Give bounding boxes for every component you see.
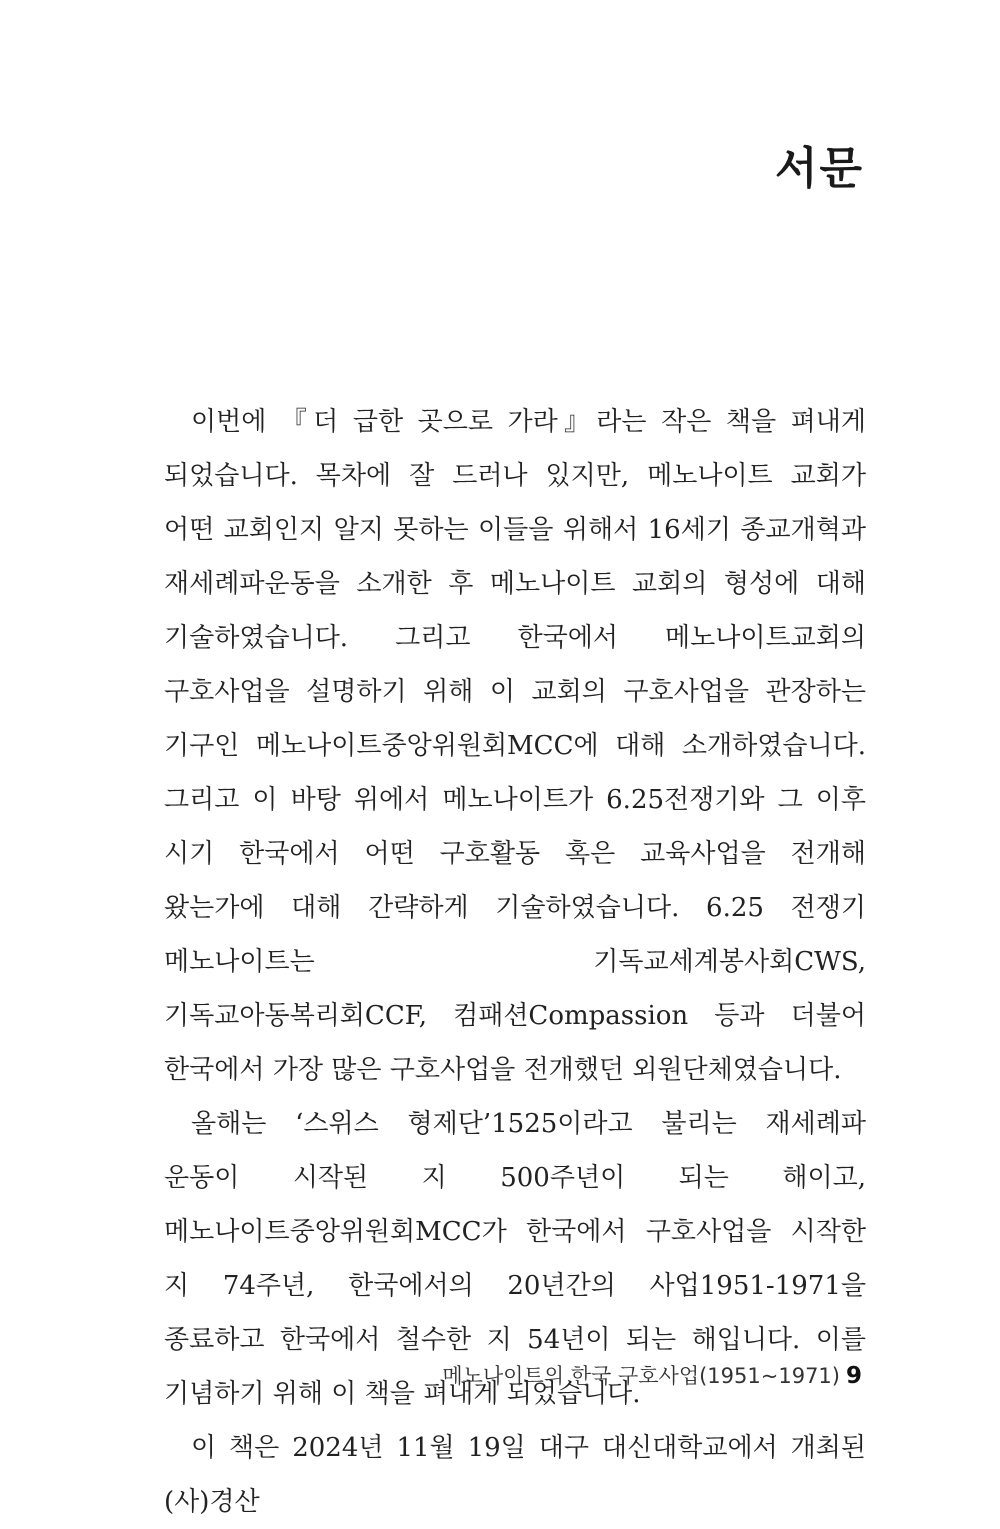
paragraph: 이번에 『더 급한 곳으로 가라』라는 작은 책을 펴내게 되었습니다. 목차에 잘 드러나 있지만, 메노나이트 교회가 어떤 교회인지 알지 못하는 이들을 위해서 16세기 종교개혁과 재세례파운동을 소개한 후 메노나이트 교회의 형성에 대해 기술하였습니다. 그리고 한국에서 메노나이트교회의 구호사업을 설명하기 위해 이 교회의 구호사업을 관장하는 기구인 메노나이트중앙위원회MCC에 대해 소개하였습니다. 그리고 이 바탕 위에서 메노나이트가 6.25전쟁기와 그 이후 시기 한국에서 어떤 구호활동 혹은 교육사업을 전개해 왔는가에 대해 간략하게 기술하였습니다. 6.25 전쟁기 메노나이트는 기독교세계봉사회CWS, 기독교아동복리회CCF, 컴패션Compassion 등과 더불어 한국에서 가장 많은 구호사업을 전개했던 외원단체였습니다.: [164, 407, 866, 1085]
running-title: 메노나이트의 한국 구호사업(1951~1971): [442, 1364, 840, 1388]
page-title: 서문: [774, 143, 864, 194]
page-number: 9: [845, 1363, 862, 1389]
paragraph: 이 책은 2024년 11월 19일 대구 대신대학교에서 개최된 (사)경산: [164, 1433, 866, 1517]
body-text: [164, 395, 866, 1529]
paragraph: 올해는 ‘스위스 형제단’1525이라고 불리는 재세례파 운동이 시작된 지 500주년이 되는 해이고, 메노나이트중앙위원회MCC가 한국에서 구호사업을 시작한 지 74주년, 한국에서의 20년간의 사업1951-1971을 종료하고 한국에서 철수한 지 54년이 되는 해입니다. 이를 기념하기 위해 이 책을 펴내게 되었습니다.: [164, 1109, 866, 1409]
running-footer: [442, 1360, 862, 1390]
